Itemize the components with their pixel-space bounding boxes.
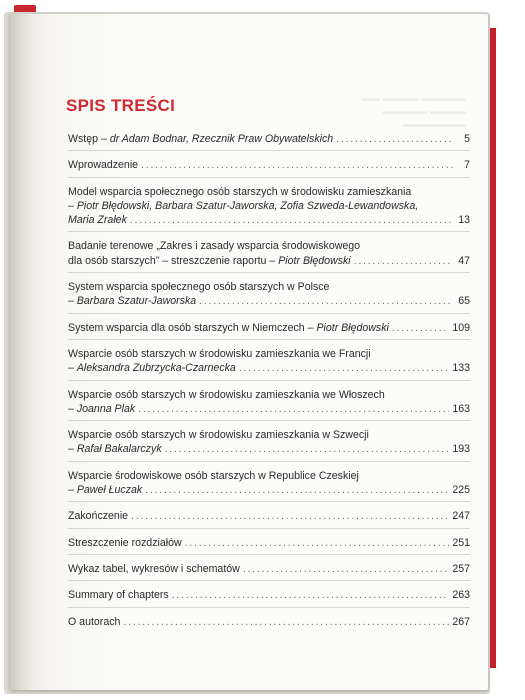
toc-entry-line — [68, 280, 470, 294]
toc-entry — [68, 509, 470, 528]
toc-entry — [68, 615, 470, 633]
toc-entry-title-text: System wsparcia społecznego osób starszych w Polsce — [68, 281, 330, 294]
toc-entry-line — [68, 185, 470, 199]
toc-entry-author-text: Barbara Szatur-Jaworska — [76, 295, 197, 308]
toc-entry-last-line — [68, 402, 470, 416]
toc-entry-last-line — [68, 254, 470, 268]
dot-leader — [131, 509, 449, 523]
toc-entry-line — [68, 469, 470, 483]
toc-entry-title-text: Wsparcie osób starszych w środowisku zamieszkania we Francji — [68, 347, 371, 360]
toc-entry-title-text: – — [68, 199, 77, 212]
toc-entry-last-line — [68, 294, 470, 308]
toc-entry — [68, 428, 470, 462]
toc-page-number: 7 — [464, 159, 470, 172]
toc-entry-title-text: Badanie terenowe „Zakres i zasady wsparcia środowiskowego — [68, 240, 361, 253]
toc-entry — [68, 239, 470, 273]
dot-leader — [185, 536, 450, 550]
toc-entry-author-text: Paweł Łuczak — [76, 484, 143, 497]
dot-leader — [199, 294, 453, 308]
dot-leader — [130, 213, 453, 227]
toc-entry-last-line — [68, 562, 470, 576]
table-of-contents — [68, 132, 470, 640]
toc-entry-author-text: Joanna Plak — [76, 402, 136, 415]
dot-leader — [243, 562, 450, 576]
toc-entry — [68, 388, 470, 422]
toc-page-number: 225 — [452, 484, 470, 497]
toc-entry-title-text: Wstęp – — [68, 133, 110, 145]
toc-entry-title-text: Wykaz tabel, wykresów i schematów — [68, 562, 240, 575]
toc-entry-text — [68, 158, 138, 172]
toc-entry-title-text: – — [68, 443, 77, 456]
book-page — [10, 14, 488, 690]
toc-page-number: 13 — [458, 214, 470, 227]
dot-leader — [354, 254, 453, 268]
toc-entry-title-text: – — [68, 402, 77, 415]
toc-page-number: 65 — [458, 295, 470, 308]
dot-leader — [336, 132, 453, 146]
toc-entry-last-line — [68, 588, 470, 602]
toc-entry-text — [68, 213, 127, 227]
toc-entry-title-text: Model wsparcia społecznego osób starszych w środowisku zamieszkania — [68, 185, 412, 198]
toc-entry-last-line — [68, 509, 470, 523]
toc-entry — [68, 562, 470, 581]
toc-entry-text — [68, 402, 135, 416]
toc-entry-line — [68, 428, 470, 442]
toc-entry-text — [68, 294, 196, 308]
toc-page-number: 267 — [452, 615, 470, 628]
toc-page-number: 193 — [452, 443, 470, 456]
toc-entry-title-text: Wsparcie osób starszych w środowisku zamieszkania w Szwecji — [68, 429, 369, 442]
toc-entry-title-text: O autorach — [68, 615, 121, 628]
toc-entry-text — [68, 615, 120, 629]
toc-page-number: 251 — [452, 536, 470, 549]
toc-page-number: 5 — [464, 133, 470, 145]
toc-entry-author-text: Rafał Bakalarczyk — [76, 443, 162, 456]
toc-entry-title-text: – — [68, 362, 77, 375]
dot-leader — [145, 483, 449, 497]
toc-entry-last-line — [68, 158, 470, 172]
toc-entry-title-text: Wsparcie środowiskowe osób starszych w Republice Czeskiej — [68, 469, 359, 482]
toc-entry-title-text: Wprowadzenie — [68, 159, 139, 172]
toc-entry-text — [68, 536, 182, 550]
page-title: SPIS TREŚCI — [66, 96, 176, 115]
show-through-text: ▬▬ ▬▬▬▬ ▬▬▬▬▬ ▬▬▬▬▬ ▬▬▬▬ ▬▬▬▬▬▬▬ — [361, 93, 466, 129]
toc-entry-title-text: System wsparcia dla osób starszych w Niemczech – — [68, 321, 317, 334]
toc-page-number: 257 — [452, 562, 470, 575]
toc-page-number: 133 — [452, 362, 470, 375]
toc-entry — [68, 536, 470, 555]
toc-entry-line — [68, 199, 470, 213]
toc-entry-text — [68, 361, 236, 375]
toc-entry-title-text: – — [68, 295, 77, 308]
toc-entry-title-text: Wsparcie osób starszych w środowisku zamieszkania we Włoszech — [68, 388, 385, 401]
dot-leader — [172, 588, 450, 602]
toc-entry — [68, 469, 470, 503]
toc-entry-last-line — [68, 615, 470, 629]
toc-entry-title-text: Streszczenie rozdziałów — [68, 536, 182, 549]
toc-entry-last-line — [68, 361, 470, 375]
toc-entry-last-line — [68, 321, 470, 335]
toc-entry — [68, 321, 470, 340]
toc-page-number: 163 — [452, 402, 470, 415]
toc-entry-title-text: dla osób starszych” – streszczenie raportu – — [68, 254, 279, 267]
toc-entry-title-text: – — [68, 484, 77, 497]
dot-leader — [392, 321, 449, 335]
toc-entry-author-text: Piotr Błędowski — [278, 254, 351, 267]
toc-entry-author-text: Piotr Błędowski, Barbara Szatur-Jaworska, Zofia Szweda-Lewandowska, — [76, 199, 419, 212]
toc-entry-text — [68, 562, 240, 576]
toc-entry-line — [68, 347, 470, 361]
toc-entry-last-line — [68, 132, 470, 146]
toc-entry-author-text: Maria Zrałek — [68, 214, 127, 227]
toc-entry — [68, 158, 470, 177]
toc-entry-text — [68, 483, 142, 497]
toc-entry-line — [68, 388, 470, 402]
dot-leader — [165, 442, 450, 456]
dot-leader — [123, 615, 449, 629]
toc-entry-text — [68, 509, 128, 523]
toc-entry-text — [68, 588, 169, 602]
toc-entry-author-text: Piotr Błędowski — [316, 321, 389, 334]
toc-page-number: 109 — [452, 321, 470, 334]
toc-page-number: 263 — [452, 589, 470, 602]
toc-entry-last-line — [68, 483, 470, 497]
toc-entry-title-text: Summary of chapters — [68, 589, 169, 602]
toc-entry — [68, 588, 470, 607]
toc-entry-last-line — [68, 213, 470, 227]
toc-entry — [68, 347, 470, 381]
toc-page-number: 247 — [452, 510, 470, 523]
toc-entry-text — [68, 321, 389, 335]
toc-entry-author-text: dr Adam Bodnar, Rzecznik Praw Obywatelskich — [109, 133, 334, 145]
toc-entry-title-text: Zakończenie — [68, 510, 129, 523]
dot-leader — [138, 402, 449, 416]
dot-leader — [239, 361, 450, 375]
toc-entry — [68, 280, 470, 314]
toc-entry-line — [68, 239, 470, 253]
dot-leader — [141, 158, 453, 172]
toc-entry-author-text: Aleksandra Zubrzycka-Czarnecka — [76, 362, 236, 375]
toc-entry — [68, 185, 470, 233]
toc-entry-text — [68, 254, 351, 268]
toc-entry-text — [68, 442, 162, 456]
toc-entry — [68, 132, 470, 151]
toc-entry-text — [68, 132, 333, 146]
toc-page-number: 47 — [458, 254, 470, 267]
toc-entry-last-line — [68, 536, 470, 550]
toc-entry-last-line — [68, 442, 470, 456]
